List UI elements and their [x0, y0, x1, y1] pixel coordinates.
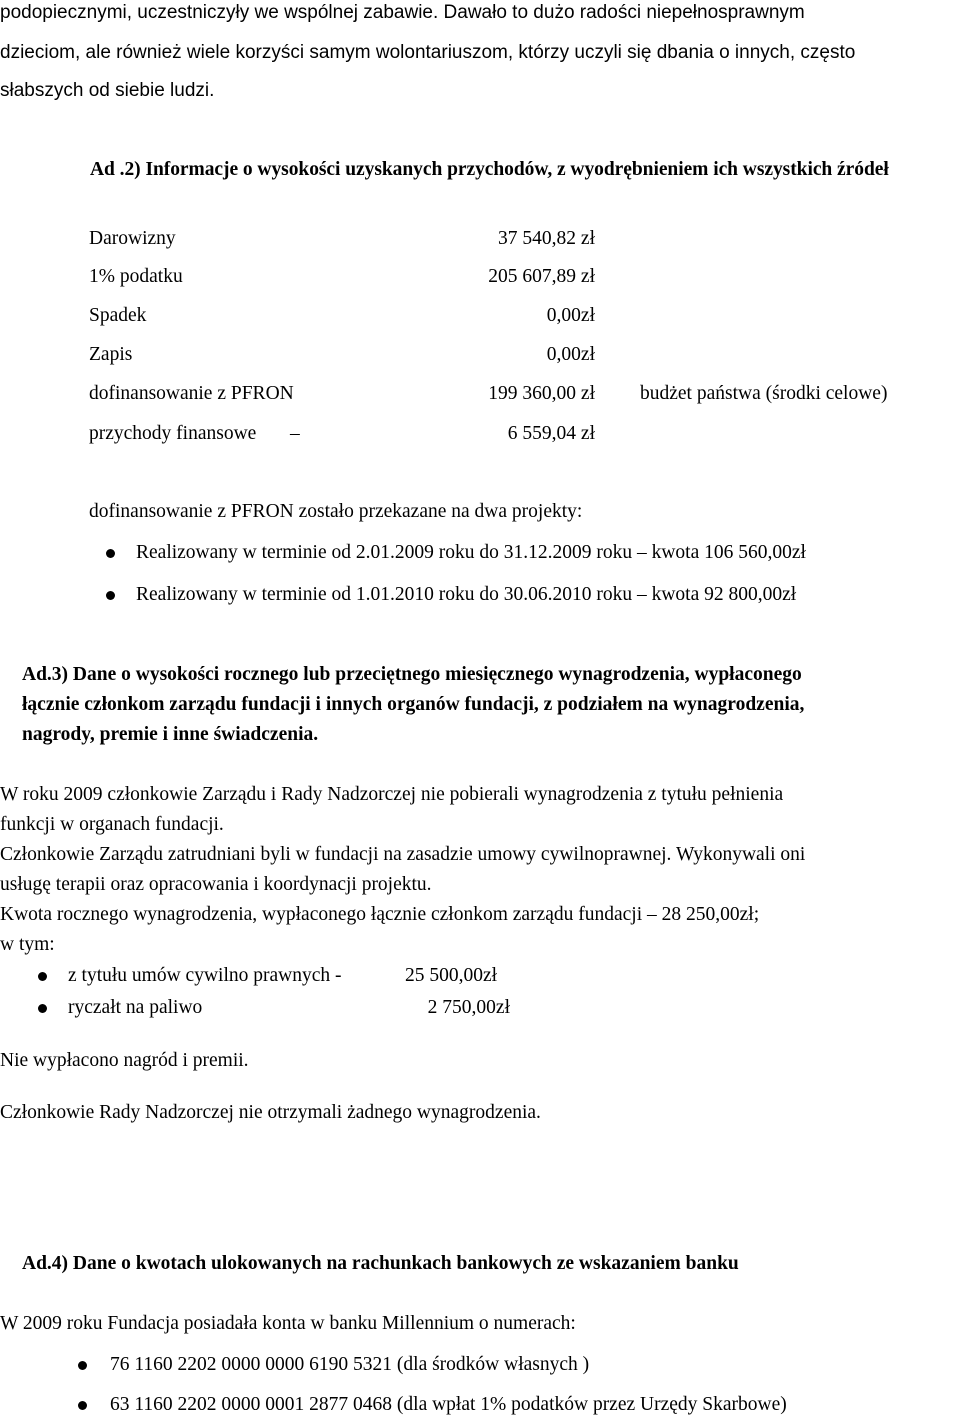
income-label: dofinansowanie z PFRON — [89, 383, 294, 404]
bullet-icon — [78, 1361, 87, 1370]
salary-item-label: z tytułu umów cywilno prawnych - — [68, 965, 342, 986]
income-note: budżet państwa (środki celowe) — [640, 383, 888, 404]
income-amount: 0,00zł — [546, 305, 595, 326]
bullet-icon — [78, 1401, 87, 1410]
section2-heading: Ad .2) Informacje o wysokości uzyskanych przychodów, z wyodrębnieniem ich wszystkich źródeł — [90, 159, 889, 180]
income-amount: 37 540,82 zł — [498, 228, 595, 249]
paragraph-line: W roku 2009 członkowie Zarządu i Rady Nadzorczej nie pobierali wynagrodzenia z tytułu pełnienia — [0, 784, 784, 805]
intro-line-2: dzieciom, ale również wiele korzyści samym wolontariuszom, którzy uczyli się dbania o innych, często — [0, 42, 856, 63]
intro-line-1: podopiecznymi, uczestniczyły we wspólnej zabawie. Dawało to dużo radości niepełnosprawnym — [0, 2, 805, 23]
section3-heading-3: nagrody, premie i inne świadczenia. — [22, 724, 319, 745]
paragraph-line: funkcji w organach fundacji. — [0, 814, 224, 835]
bullet-icon — [106, 549, 115, 558]
project-item: Realizowany w terminie od 1.01.2010 roku do 30.06.2010 roku – kwota 92 800,00zł — [136, 584, 797, 605]
account-item: 63 1160 2202 0000 0001 2877 0468 (dla wpłat 1% podatków przez Urzędy Skarbowe) — [110, 1394, 787, 1415]
income-label: 1% podatku — [89, 266, 183, 287]
income-amount: 6 559,04 zł — [507, 423, 595, 444]
paragraph-line: w tym: — [0, 934, 55, 955]
income-amount: 199 360,00 zł — [488, 383, 595, 404]
paragraph-line: usługę terapii oraz opracowania i koordynacji projektu. — [0, 874, 432, 895]
pfron-intro: dofinansowanie z PFRON zostało przekazane na dwa projekty: — [89, 501, 583, 522]
income-label: Darowizny — [89, 228, 176, 249]
bullet-icon — [38, 972, 47, 981]
section3-heading-2: łącznie członkom zarządu fundacji i innych organów fundacji, z podziałem na wynagrodzenia, — [22, 694, 805, 715]
intro-line-3: słabszych od siebie ludzi. — [0, 80, 215, 101]
income-label: przychody finansowe — [89, 423, 257, 444]
account-item: 76 1160 2202 0000 0000 6190 5321 (dla środków własnych ) — [110, 1354, 590, 1375]
income-dash: – — [290, 423, 300, 444]
income-amount: 205 607,89 zł — [488, 266, 595, 287]
income-amount: 0,00zł — [546, 344, 595, 365]
paragraph-line: W 2009 roku Fundacja posiadała konta w banku Millennium o numerach: — [0, 1313, 576, 1334]
paragraph-line: Kwota rocznego wynagrodzenia, wypłaconego łącznie członkom zarządu fundacji – 28 250,00zł; — [0, 904, 760, 925]
section4-heading: Ad.4) Dane o kwotach ulokowanych na rachunkach bankowych ze wskazaniem banku — [22, 1253, 739, 1274]
salary-item-label: ryczałt na paliwo — [68, 997, 203, 1018]
paragraph-line: Członkowie Zarządu zatrudniani byli w fundacji na zasadzie umowy cywilnoprawnej. Wykonywali oni — [0, 844, 806, 865]
bullet-icon — [106, 591, 115, 600]
salary-item-amount: 25 500,00zł — [405, 965, 498, 986]
paragraph-line: Członkowie Rady Nadzorczej nie otrzymali żadnego wynagrodzenia. — [0, 1102, 541, 1123]
bullet-icon — [38, 1004, 47, 1013]
salary-item-amount: 2 750,00zł — [427, 997, 510, 1018]
income-label: Zapis — [89, 344, 133, 365]
income-label: Spadek — [89, 305, 147, 326]
section3-heading-1: Ad.3) Dane o wysokości rocznego lub przeciętnego miesięcznego wynagrodzenia, wypłaconego — [22, 664, 802, 685]
project-item: Realizowany w terminie od 2.01.2009 roku do 31.12.2009 roku – kwota 106 560,00zł — [136, 542, 806, 563]
paragraph-line: Nie wypłacono nagród i premii. — [0, 1050, 249, 1071]
